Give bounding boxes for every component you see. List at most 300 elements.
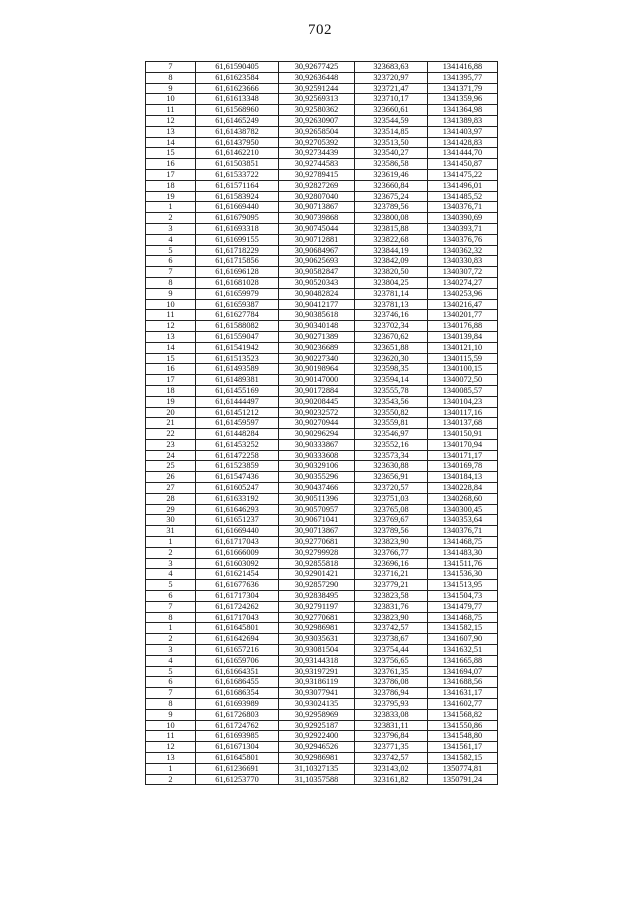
point-number-cell: 12 <box>146 742 196 753</box>
point-number-cell: 19 <box>146 191 196 202</box>
x-coordinate-cell: 323800,08 <box>355 213 428 224</box>
y-coordinate-cell: 1341364,98 <box>428 105 498 116</box>
x-coordinate-cell: 323831,11 <box>355 720 428 731</box>
x-coordinate-cell: 323586,58 <box>355 159 428 170</box>
longitude-cell: 30,90745044 <box>279 223 355 234</box>
longitude-cell: 30,90482824 <box>279 288 355 299</box>
latitude-cell: 61,61448284 <box>196 429 279 440</box>
point-number-cell: 11 <box>146 310 196 321</box>
latitude-cell: 61,61699155 <box>196 234 279 245</box>
x-coordinate-cell: 323761,35 <box>355 666 428 677</box>
y-coordinate-cell: 1341371,79 <box>428 83 498 94</box>
longitude-cell: 30,92791197 <box>279 601 355 612</box>
point-number-cell: 7 <box>146 62 196 73</box>
longitude-cell: 30,90296294 <box>279 429 355 440</box>
y-coordinate-cell: 1340184,13 <box>428 472 498 483</box>
y-coordinate-cell: 1341485,52 <box>428 191 498 202</box>
x-coordinate-cell: 323769,67 <box>355 515 428 526</box>
x-coordinate-cell: 323161,82 <box>355 774 428 785</box>
point-number-cell: 18 <box>146 385 196 396</box>
longitude-cell: 30,90198964 <box>279 364 355 375</box>
x-coordinate-cell: 323844,19 <box>355 245 428 256</box>
point-number-cell: 14 <box>146 137 196 148</box>
x-coordinate-cell: 323823,58 <box>355 591 428 602</box>
table-row <box>146 655 498 666</box>
x-coordinate-cell: 323675,24 <box>355 191 428 202</box>
point-number-cell: 9 <box>146 288 196 299</box>
latitude-cell: 61,61547436 <box>196 472 279 483</box>
latitude-cell: 61,61253770 <box>196 774 279 785</box>
y-coordinate-cell: 1340228,84 <box>428 483 498 494</box>
point-number-cell: 21 <box>146 418 196 429</box>
y-coordinate-cell: 1340376,71 <box>428 202 498 213</box>
table-row <box>146 645 498 656</box>
x-coordinate-cell: 323796,84 <box>355 731 428 742</box>
point-number-cell: 12 <box>146 115 196 126</box>
table-row <box>146 364 498 375</box>
y-coordinate-cell: 1341582,15 <box>428 753 498 764</box>
longitude-cell: 30,92734439 <box>279 148 355 159</box>
latitude-cell: 61,61465249 <box>196 115 279 126</box>
table-row <box>146 774 498 785</box>
latitude-cell: 61,61642694 <box>196 634 279 645</box>
latitude-cell: 61,61645801 <box>196 753 279 764</box>
y-coordinate-cell: 1340150,91 <box>428 429 498 440</box>
point-number-cell: 7 <box>146 601 196 612</box>
longitude-cell: 30,92857290 <box>279 580 355 591</box>
latitude-cell: 61,61627784 <box>196 310 279 321</box>
latitude-cell: 61,61621454 <box>196 569 279 580</box>
y-coordinate-cell: 1341468,75 <box>428 537 498 548</box>
latitude-cell: 61,61717043 <box>196 537 279 548</box>
y-coordinate-cell: 1341568,82 <box>428 709 498 720</box>
y-coordinate-cell: 1340100,15 <box>428 364 498 375</box>
table-row <box>146 353 498 364</box>
point-number-cell: 1 <box>146 623 196 634</box>
table-row <box>146 558 498 569</box>
point-number-cell: 11 <box>146 731 196 742</box>
y-coordinate-cell: 1340253,96 <box>428 288 498 299</box>
y-coordinate-cell: 1341395,77 <box>428 72 498 83</box>
latitude-cell: 61,61696128 <box>196 267 279 278</box>
y-coordinate-cell: 1350791,24 <box>428 774 498 785</box>
y-coordinate-cell: 1341688,56 <box>428 677 498 688</box>
y-coordinate-cell: 1340330,83 <box>428 256 498 267</box>
y-coordinate-cell: 1340390,69 <box>428 213 498 224</box>
table-row <box>146 612 498 623</box>
latitude-cell: 61,61651237 <box>196 515 279 526</box>
table-row <box>146 439 498 450</box>
table-row <box>146 429 498 440</box>
longitude-cell: 30,90333867 <box>279 439 355 450</box>
latitude-cell: 61,61623666 <box>196 83 279 94</box>
table-row <box>146 213 498 224</box>
x-coordinate-cell: 323630,88 <box>355 461 428 472</box>
longitude-cell: 30,93035631 <box>279 634 355 645</box>
y-coordinate-cell: 1340117,16 <box>428 407 498 418</box>
y-coordinate-cell: 1341479,77 <box>428 601 498 612</box>
longitude-cell: 30,93186119 <box>279 677 355 688</box>
longitude-cell: 30,92630907 <box>279 115 355 126</box>
latitude-cell: 61,61236691 <box>196 763 279 774</box>
point-number-cell: 19 <box>146 396 196 407</box>
latitude-cell: 61,61541942 <box>196 342 279 353</box>
point-number-cell: 22 <box>146 429 196 440</box>
table-row <box>146 742 498 753</box>
longitude-cell: 31,10357588 <box>279 774 355 785</box>
latitude-cell: 61,61686354 <box>196 688 279 699</box>
longitude-cell: 30,92770681 <box>279 537 355 548</box>
longitude-cell: 30,92799928 <box>279 547 355 558</box>
table-row <box>146 731 498 742</box>
latitude-cell: 61,61717043 <box>196 612 279 623</box>
x-coordinate-cell: 323766,77 <box>355 547 428 558</box>
point-number-cell: 16 <box>146 159 196 170</box>
table-row <box>146 277 498 288</box>
table-row <box>146 148 498 159</box>
x-coordinate-cell: 323555,78 <box>355 385 428 396</box>
table-row <box>146 666 498 677</box>
point-number-cell: 8 <box>146 277 196 288</box>
longitude-cell: 30,92677425 <box>279 62 355 73</box>
y-coordinate-cell: 1341475,22 <box>428 169 498 180</box>
x-coordinate-cell: 323804,25 <box>355 277 428 288</box>
x-coordinate-cell: 323544,59 <box>355 115 428 126</box>
point-number-cell: 1 <box>146 202 196 213</box>
latitude-cell: 61,61679095 <box>196 213 279 224</box>
point-number-cell: 28 <box>146 493 196 504</box>
latitude-cell: 61,61724262 <box>196 601 279 612</box>
x-coordinate-cell: 323815,88 <box>355 223 428 234</box>
longitude-cell: 30,92855818 <box>279 558 355 569</box>
point-number-cell: 18 <box>146 180 196 191</box>
point-number-cell: 11 <box>146 105 196 116</box>
longitude-cell: 30,90412177 <box>279 299 355 310</box>
x-coordinate-cell: 323742,57 <box>355 753 428 764</box>
x-coordinate-cell: 323683,63 <box>355 62 428 73</box>
point-number-cell: 2 <box>146 213 196 224</box>
table-row <box>146 202 498 213</box>
x-coordinate-cell: 323550,82 <box>355 407 428 418</box>
latitude-cell: 61,61669440 <box>196 202 279 213</box>
point-number-cell: 15 <box>146 148 196 159</box>
x-coordinate-cell: 323765,08 <box>355 504 428 515</box>
y-coordinate-cell: 1340362,32 <box>428 245 498 256</box>
point-number-cell: 6 <box>146 591 196 602</box>
y-coordinate-cell: 1341416,88 <box>428 62 498 73</box>
y-coordinate-cell: 1340300,45 <box>428 504 498 515</box>
latitude-cell: 61,61724762 <box>196 720 279 731</box>
point-number-cell: 7 <box>146 267 196 278</box>
x-coordinate-cell: 323786,94 <box>355 688 428 699</box>
x-coordinate-cell: 323696,16 <box>355 558 428 569</box>
table-row <box>146 753 498 764</box>
x-coordinate-cell: 323660,84 <box>355 180 428 191</box>
latitude-cell: 61,61677636 <box>196 580 279 591</box>
point-number-cell: 27 <box>146 483 196 494</box>
latitude-cell: 61,61715856 <box>196 256 279 267</box>
point-number-cell: 7 <box>146 688 196 699</box>
longitude-cell: 30,90713867 <box>279 526 355 537</box>
table-row <box>146 234 498 245</box>
x-coordinate-cell: 323546,97 <box>355 429 428 440</box>
latitude-cell: 61,61503851 <box>196 159 279 170</box>
longitude-cell: 30,92591244 <box>279 83 355 94</box>
table-row <box>146 105 498 116</box>
longitude-cell: 30,92658504 <box>279 126 355 137</box>
longitude-cell: 30,92838495 <box>279 591 355 602</box>
point-number-cell: 8 <box>146 612 196 623</box>
table-row <box>146 526 498 537</box>
table-row <box>146 256 498 267</box>
y-coordinate-cell: 1341694,07 <box>428 666 498 677</box>
x-coordinate-cell: 323620,30 <box>355 353 428 364</box>
y-coordinate-cell: 1341504,73 <box>428 591 498 602</box>
latitude-cell: 61,61717304 <box>196 591 279 602</box>
y-coordinate-cell: 1340104,23 <box>428 396 498 407</box>
longitude-cell: 30,92770681 <box>279 612 355 623</box>
table-row <box>146 601 498 612</box>
point-number-cell: 23 <box>146 439 196 450</box>
longitude-cell: 30,92789415 <box>279 169 355 180</box>
x-coordinate-cell: 323543,56 <box>355 396 428 407</box>
longitude-cell: 30,90520343 <box>279 277 355 288</box>
latitude-cell: 61,61693989 <box>196 699 279 710</box>
coordinates-table-body <box>146 62 498 785</box>
point-number-cell: 26 <box>146 472 196 483</box>
table-row <box>146 331 498 342</box>
latitude-cell: 61,61633192 <box>196 493 279 504</box>
point-number-cell: 16 <box>146 364 196 375</box>
x-coordinate-cell: 323514,85 <box>355 126 428 137</box>
table-row <box>146 115 498 126</box>
latitude-cell: 61,61693985 <box>196 731 279 742</box>
y-coordinate-cell: 1341511,76 <box>428 558 498 569</box>
y-coordinate-cell: 1341468,75 <box>428 612 498 623</box>
y-coordinate-cell: 1340393,71 <box>428 223 498 234</box>
table-row <box>146 688 498 699</box>
latitude-cell: 61,61659706 <box>196 655 279 666</box>
point-number-cell: 4 <box>146 569 196 580</box>
table-row <box>146 591 498 602</box>
y-coordinate-cell: 1341359,96 <box>428 94 498 105</box>
longitude-cell: 30,90147000 <box>279 375 355 386</box>
x-coordinate-cell: 323822,68 <box>355 234 428 245</box>
x-coordinate-cell: 323833,08 <box>355 709 428 720</box>
latitude-cell: 61,61493589 <box>196 364 279 375</box>
table-row <box>146 62 498 73</box>
point-number-cell: 2 <box>146 547 196 558</box>
y-coordinate-cell: 1341444,70 <box>428 148 498 159</box>
y-coordinate-cell: 1340176,88 <box>428 321 498 332</box>
latitude-cell: 61,61659979 <box>196 288 279 299</box>
table-row <box>146 83 498 94</box>
longitude-cell: 30,90437466 <box>279 483 355 494</box>
longitude-cell: 30,92901421 <box>279 569 355 580</box>
point-number-cell: 4 <box>146 655 196 666</box>
table-row <box>146 493 498 504</box>
y-coordinate-cell: 1340307,72 <box>428 267 498 278</box>
table-row <box>146 677 498 688</box>
table-row <box>146 709 498 720</box>
point-number-cell: 4 <box>146 234 196 245</box>
table-row <box>146 537 498 548</box>
y-coordinate-cell: 1350774,81 <box>428 763 498 774</box>
point-number-cell: 17 <box>146 169 196 180</box>
x-coordinate-cell: 323573,34 <box>355 450 428 461</box>
point-number-cell: 24 <box>146 450 196 461</box>
longitude-cell: 30,90208445 <box>279 396 355 407</box>
point-number-cell: 29 <box>146 504 196 515</box>
table-row <box>146 547 498 558</box>
longitude-cell: 30,90333608 <box>279 450 355 461</box>
point-number-cell: 15 <box>146 353 196 364</box>
latitude-cell: 61,61590405 <box>196 62 279 73</box>
table-row <box>146 450 498 461</box>
longitude-cell: 30,90271389 <box>279 331 355 342</box>
point-number-cell: 13 <box>146 126 196 137</box>
table-row <box>146 623 498 634</box>
x-coordinate-cell: 323789,56 <box>355 526 428 537</box>
x-coordinate-cell: 323842,09 <box>355 256 428 267</box>
y-coordinate-cell: 1340170,94 <box>428 439 498 450</box>
table-row <box>146 288 498 299</box>
x-coordinate-cell: 323779,21 <box>355 580 428 591</box>
latitude-cell: 61,61559047 <box>196 331 279 342</box>
point-number-cell: 25 <box>146 461 196 472</box>
x-coordinate-cell: 323823,90 <box>355 537 428 548</box>
longitude-cell: 30,90684967 <box>279 245 355 256</box>
longitude-cell: 30,90355296 <box>279 472 355 483</box>
latitude-cell: 61,61657216 <box>196 645 279 656</box>
table-row <box>146 267 498 278</box>
table-row <box>146 126 498 137</box>
table-row <box>146 407 498 418</box>
latitude-cell: 61,61623584 <box>196 72 279 83</box>
table-row <box>146 418 498 429</box>
y-coordinate-cell: 1341631,17 <box>428 688 498 699</box>
point-number-cell: 1 <box>146 537 196 548</box>
latitude-cell: 61,61693318 <box>196 223 279 234</box>
latitude-cell: 61,61726803 <box>196 709 279 720</box>
longitude-cell: 31,10327135 <box>279 763 355 774</box>
y-coordinate-cell: 1341550,86 <box>428 720 498 731</box>
point-number-cell: 8 <box>146 699 196 710</box>
longitude-cell: 30,92986981 <box>279 623 355 634</box>
x-coordinate-cell: 323756,65 <box>355 655 428 666</box>
y-coordinate-cell: 1341561,17 <box>428 742 498 753</box>
longitude-cell: 30,93024135 <box>279 699 355 710</box>
x-coordinate-cell: 323619,46 <box>355 169 428 180</box>
longitude-cell: 30,93081504 <box>279 645 355 656</box>
table-row <box>146 396 498 407</box>
latitude-cell: 61,61444497 <box>196 396 279 407</box>
latitude-cell: 61,61513523 <box>196 353 279 364</box>
table-row <box>146 245 498 256</box>
longitude-cell: 30,92744583 <box>279 159 355 170</box>
table-row <box>146 504 498 515</box>
point-number-cell: 6 <box>146 256 196 267</box>
point-number-cell: 9 <box>146 709 196 720</box>
table-row <box>146 191 498 202</box>
y-coordinate-cell: 1341513,95 <box>428 580 498 591</box>
latitude-cell: 61,61533722 <box>196 169 279 180</box>
longitude-cell: 30,92946526 <box>279 742 355 753</box>
y-coordinate-cell: 1340376,76 <box>428 234 498 245</box>
y-coordinate-cell: 1341483,30 <box>428 547 498 558</box>
point-number-cell: 13 <box>146 753 196 764</box>
x-coordinate-cell: 323660,61 <box>355 105 428 116</box>
y-coordinate-cell: 1341582,15 <box>428 623 498 634</box>
table-row <box>146 169 498 180</box>
latitude-cell: 61,61681028 <box>196 277 279 288</box>
table-row <box>146 699 498 710</box>
point-number-cell: 30 <box>146 515 196 526</box>
latitude-cell: 61,61686455 <box>196 677 279 688</box>
table-row <box>146 634 498 645</box>
longitude-cell: 30,92636448 <box>279 72 355 83</box>
y-coordinate-cell: 1341607,90 <box>428 634 498 645</box>
latitude-cell: 61,61568960 <box>196 105 279 116</box>
point-number-cell: 1 <box>146 763 196 774</box>
point-number-cell: 2 <box>146 774 196 785</box>
y-coordinate-cell: 1341496,01 <box>428 180 498 191</box>
latitude-cell: 61,61666009 <box>196 547 279 558</box>
longitude-cell: 30,90340148 <box>279 321 355 332</box>
y-coordinate-cell: 1340139,84 <box>428 331 498 342</box>
longitude-cell: 30,90713867 <box>279 202 355 213</box>
longitude-cell: 30,92958969 <box>279 709 355 720</box>
point-number-cell: 5 <box>146 580 196 591</box>
point-number-cell: 10 <box>146 94 196 105</box>
point-number-cell: 20 <box>146 407 196 418</box>
point-number-cell: 8 <box>146 72 196 83</box>
longitude-cell: 30,90570957 <box>279 504 355 515</box>
longitude-cell: 30,90385618 <box>279 310 355 321</box>
longitude-cell: 30,90329106 <box>279 461 355 472</box>
x-coordinate-cell: 323795,93 <box>355 699 428 710</box>
point-number-cell: 2 <box>146 634 196 645</box>
table-row <box>146 180 498 191</box>
latitude-cell: 61,61523859 <box>196 461 279 472</box>
table-row <box>146 342 498 353</box>
y-coordinate-cell: 1341403,97 <box>428 126 498 137</box>
y-coordinate-cell: 1341632,51 <box>428 645 498 656</box>
x-coordinate-cell: 323540,27 <box>355 148 428 159</box>
y-coordinate-cell: 1340171,17 <box>428 450 498 461</box>
table-row <box>146 720 498 731</box>
x-coordinate-cell: 323716,21 <box>355 569 428 580</box>
latitude-cell: 61,61646293 <box>196 504 279 515</box>
x-coordinate-cell: 323670,62 <box>355 331 428 342</box>
table-row <box>146 72 498 83</box>
point-number-cell: 3 <box>146 645 196 656</box>
x-coordinate-cell: 323831,76 <box>355 601 428 612</box>
latitude-cell: 61,61718229 <box>196 245 279 256</box>
x-coordinate-cell: 323702,34 <box>355 321 428 332</box>
longitude-cell: 30,92807040 <box>279 191 355 202</box>
latitude-cell: 61,61603092 <box>196 558 279 569</box>
point-number-cell: 12 <box>146 321 196 332</box>
y-coordinate-cell: 1340216,47 <box>428 299 498 310</box>
latitude-cell: 61,61437950 <box>196 137 279 148</box>
table-row <box>146 515 498 526</box>
table-row <box>146 580 498 591</box>
x-coordinate-cell: 323552,16 <box>355 439 428 450</box>
longitude-cell: 30,92705392 <box>279 137 355 148</box>
point-number-cell: 3 <box>146 223 196 234</box>
x-coordinate-cell: 323786,08 <box>355 677 428 688</box>
